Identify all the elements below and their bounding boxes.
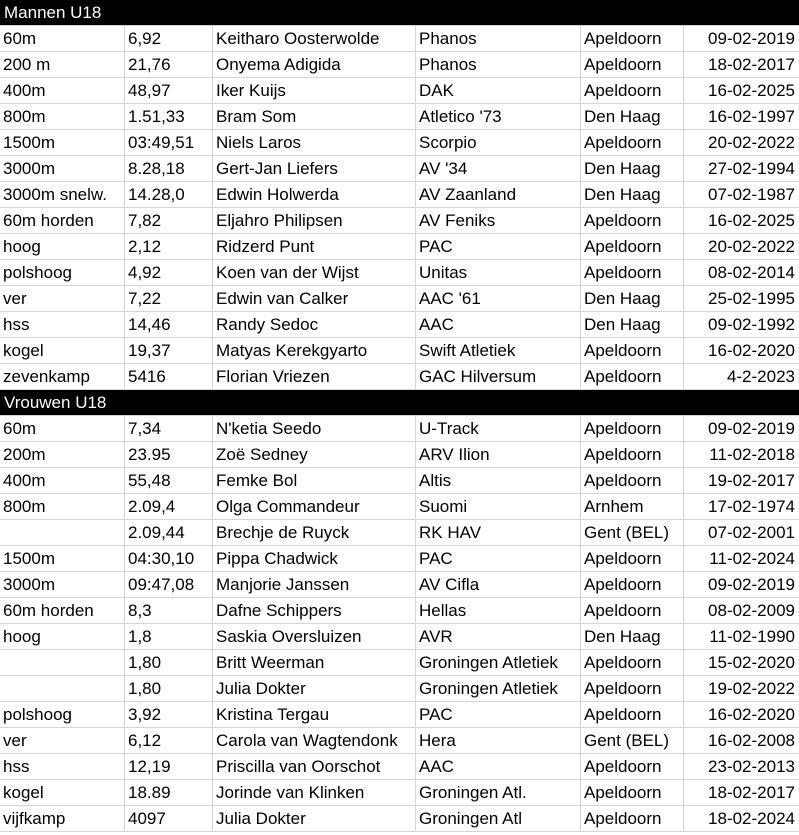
venue-cell[interactable]: Apeldoorn (581, 468, 684, 493)
venue-cell[interactable]: Den Haag (581, 312, 684, 337)
club-cell[interactable]: Groningen Atletiek (416, 676, 581, 701)
table-row[interactable] (0, 130, 799, 156)
athlete-cell[interactable]: Eljahro Philipsen (213, 208, 416, 233)
table-row[interactable] (0, 26, 799, 52)
result-cell[interactable]: 18.89 (125, 780, 213, 805)
athlete-cell[interactable]: Keitharo Oosterwolde (213, 26, 416, 51)
date-cell[interactable]: 4-2-2023 (726, 367, 795, 386)
result-cell[interactable]: 14,46 (125, 312, 213, 337)
athlete-cell[interactable]: Femke Bol (213, 468, 416, 493)
result-cell[interactable]: 7,34 (125, 416, 213, 441)
table-row[interactable] (0, 754, 799, 780)
date-cell[interactable]: 09-02-2019 (708, 29, 795, 48)
result-cell[interactable]: 21,76 (125, 52, 213, 77)
athlete-cell[interactable]: Priscilla van Oorschot (213, 754, 416, 779)
table-row[interactable] (0, 546, 799, 572)
event-cell[interactable]: 400m (0, 78, 125, 103)
result-cell[interactable]: 3,92 (125, 702, 213, 727)
venue-cell[interactable]: Gent (BEL) (581, 520, 684, 545)
athlete-cell[interactable]: Jorinde van Klinken (213, 780, 416, 805)
result-cell[interactable]: 1,8 (125, 624, 213, 649)
date-cell[interactable]: 11-02-2024 (709, 549, 795, 568)
event-cell[interactable]: hss (0, 312, 125, 337)
venue-cell[interactable]: Apeldoorn (581, 338, 684, 363)
athlete-cell[interactable]: Carola van Wagtendonk (213, 728, 416, 753)
event-cell[interactable]: 3000m snelw. (0, 182, 125, 207)
athlete-cell[interactable]: Matyas Kerekgyarto (213, 338, 416, 363)
event-cell[interactable]: ver (0, 286, 125, 311)
event-cell[interactable]: hoog (0, 234, 125, 259)
event-cell[interactable]: 3000m (0, 156, 125, 181)
club-cell[interactable]: AVR (416, 624, 581, 649)
table-row[interactable] (0, 520, 799, 546)
result-cell[interactable]: 4,92 (125, 260, 213, 285)
club-cell[interactable]: Altis (416, 468, 581, 493)
date-cell[interactable]: 19-02-2022 (708, 679, 795, 698)
venue-cell[interactable]: Gent (BEL) (581, 728, 684, 753)
table-row[interactable] (0, 416, 799, 442)
table-row[interactable] (0, 234, 799, 260)
club-cell[interactable]: Groningen Atl (416, 806, 581, 831)
athlete-cell[interactable]: Julia Dokter (213, 806, 416, 831)
event-cell[interactable] (0, 650, 125, 675)
venue-cell[interactable]: Apeldoorn (581, 650, 684, 675)
table-row[interactable] (0, 260, 799, 286)
table-row[interactable] (0, 728, 799, 754)
athlete-cell[interactable]: Iker Kuijs (213, 78, 416, 103)
event-cell[interactable]: 60m horden (0, 208, 125, 233)
athlete-cell[interactable]: Pippa Chadwick (213, 546, 416, 571)
result-cell[interactable]: 14.28,0 (125, 182, 213, 207)
date-cell[interactable]: 20-02-2022 (708, 237, 795, 256)
date-cell[interactable]: 16-02-2025 (708, 211, 795, 230)
result-cell[interactable]: 04:30,10 (125, 546, 213, 571)
athlete-cell[interactable]: Niels Laros (213, 130, 416, 155)
result-cell[interactable]: 2.09,4 (125, 494, 213, 519)
venue-cell[interactable]: Den Haag (581, 624, 684, 649)
club-cell[interactable]: AAC '61 (416, 286, 581, 311)
venue-cell[interactable]: Apeldoorn (581, 572, 684, 597)
event-cell[interactable]: vijfkamp (0, 806, 125, 831)
date-cell[interactable]: 08-02-2009 (708, 601, 795, 620)
venue-cell[interactable]: Apeldoorn (581, 546, 684, 571)
club-cell[interactable]: GAC Hilversum (416, 364, 581, 389)
athlete-cell[interactable]: Gert-Jan Liefers (213, 156, 416, 181)
event-cell[interactable]: kogel (0, 338, 125, 363)
athlete-cell[interactable]: Koen van der Wijst (213, 260, 416, 285)
venue-cell[interactable]: Apeldoorn (581, 364, 684, 389)
date-cell[interactable]: 09-02-1992 (708, 315, 795, 334)
club-cell[interactable]: Swift Atletiek (416, 338, 581, 363)
athlete-cell[interactable]: Brechje de Ruyck (213, 520, 416, 545)
venue-cell[interactable]: Den Haag (581, 286, 684, 311)
table-row[interactable] (0, 442, 799, 468)
result-cell[interactable]: 2.09,44 (125, 520, 213, 545)
result-cell[interactable]: 6,92 (125, 26, 213, 51)
date-cell[interactable]: 16-02-2008 (708, 731, 795, 750)
result-cell[interactable]: 48,97 (125, 78, 213, 103)
club-cell[interactable]: Hera (416, 728, 581, 753)
date-cell[interactable]: 16-02-2025 (708, 81, 795, 100)
date-cell[interactable]: 18-02-2024 (708, 809, 795, 828)
date-cell[interactable]: 19-02-2017 (708, 471, 795, 490)
date-cell[interactable]: 23-02-2013 (708, 757, 795, 776)
club-cell[interactable]: Phanos (416, 26, 581, 51)
club-cell[interactable]: Suomi (416, 494, 581, 519)
table-row[interactable] (0, 78, 799, 104)
date-cell[interactable]: 16-02-1997 (708, 107, 795, 126)
venue-cell[interactable]: Apeldoorn (581, 78, 684, 103)
athlete-cell[interactable]: Saskia Oversluizen (213, 624, 416, 649)
table-row[interactable] (0, 104, 799, 130)
table-row[interactable] (0, 494, 799, 520)
athlete-cell[interactable]: Dafne Schippers (213, 598, 416, 623)
table-row[interactable] (0, 806, 799, 832)
venue-cell[interactable]: Apeldoorn (581, 442, 684, 467)
date-cell[interactable]: 20-02-2022 (708, 133, 795, 152)
club-cell[interactable]: Scorpio (416, 130, 581, 155)
result-cell[interactable]: 8,3 (125, 598, 213, 623)
result-cell[interactable]: 7,22 (125, 286, 213, 311)
records-table-vrouwen (0, 416, 799, 832)
athlete-cell[interactable]: Florian Vriezen (213, 364, 416, 389)
event-cell[interactable] (0, 520, 125, 545)
event-cell[interactable]: 800m (0, 494, 125, 519)
club-cell[interactable]: AAC (416, 312, 581, 337)
table-row[interactable] (0, 624, 799, 650)
athlete-cell[interactable]: N'ketia Seedo (213, 416, 416, 441)
result-cell[interactable]: 5416 (125, 364, 213, 389)
club-cell[interactable]: PAC (416, 234, 581, 259)
table-row[interactable] (0, 572, 799, 598)
section-vrouwen-u18 (0, 390, 799, 832)
club-cell[interactable]: AV '34 (416, 156, 581, 181)
result-cell[interactable]: 4097 (125, 806, 213, 831)
section-header[interactable]: Vrouwen U18 (0, 390, 799, 416)
date-cell[interactable]: 07-02-1987 (708, 185, 795, 204)
table-row[interactable] (0, 338, 799, 364)
date-cell[interactable]: 09-02-2019 (708, 419, 795, 438)
event-cell[interactable]: 200 m (0, 52, 125, 77)
athlete-cell[interactable]: Britt Weerman (213, 650, 416, 675)
section-mannen-u18 (0, 0, 799, 390)
club-cell[interactable]: PAC (416, 702, 581, 727)
table-row[interactable] (0, 52, 799, 78)
event-cell[interactable]: zevenkamp (0, 364, 125, 389)
result-cell[interactable]: 1,80 (125, 650, 213, 675)
club-cell[interactable]: AV Cifla (416, 572, 581, 597)
event-cell[interactable]: 60m (0, 416, 125, 441)
athlete-cell[interactable]: Olga Commandeur (213, 494, 416, 519)
table-row[interactable] (0, 702, 799, 728)
result-cell[interactable]: 1.51,33 (125, 104, 213, 129)
result-cell[interactable]: 6,12 (125, 728, 213, 753)
athlete-cell[interactable]: Edwin Holwerda (213, 182, 416, 207)
club-cell[interactable]: ARV Ilion (416, 442, 581, 467)
venue-cell[interactable]: Apeldoorn (581, 208, 684, 233)
result-cell[interactable]: 8.28,18 (125, 156, 213, 181)
club-cell[interactable]: AV Zaanland (416, 182, 581, 207)
date-cell[interactable]: 08-02-2014 (708, 263, 795, 282)
venue-cell[interactable]: Apeldoorn (581, 754, 684, 779)
event-cell[interactable]: ver (0, 728, 125, 753)
event-cell[interactable]: 400m (0, 468, 125, 493)
club-cell[interactable]: U-Track (416, 416, 581, 441)
venue-cell[interactable]: Apeldoorn (581, 416, 684, 441)
date-cell[interactable]: 16-02-2020 (708, 705, 795, 724)
athlete-cell[interactable]: Julia Dokter (213, 676, 416, 701)
table-row[interactable] (0, 650, 799, 676)
event-cell[interactable]: hss (0, 754, 125, 779)
result-cell[interactable]: 7,82 (125, 208, 213, 233)
venue-cell[interactable]: Apeldoorn (581, 26, 684, 51)
event-cell[interactable]: 3000m (0, 572, 125, 597)
athlete-cell[interactable]: Randy Sedoc (213, 312, 416, 337)
date-cell[interactable]: 07-02-2001 (708, 523, 795, 542)
club-cell[interactable]: Atletico '73 (416, 104, 581, 129)
section-header[interactable]: Mannen U18 (0, 0, 799, 26)
table-row[interactable] (0, 780, 799, 806)
athlete-cell[interactable]: Bram Som (213, 104, 416, 129)
date-cell[interactable]: 17-02-1974 (708, 497, 795, 516)
event-cell[interactable]: kogel (0, 780, 125, 805)
club-cell[interactable]: Unitas (416, 260, 581, 285)
venue-cell[interactable]: Arnhem (581, 494, 684, 519)
result-cell[interactable]: 55,48 (125, 468, 213, 493)
athlete-cell[interactable]: Kristina Tergau (213, 702, 416, 727)
venue-cell[interactable]: Apeldoorn (581, 806, 684, 831)
table-row[interactable] (0, 182, 799, 208)
event-cell[interactable]: 60m (0, 26, 125, 51)
venue-cell[interactable]: Apeldoorn (581, 234, 684, 259)
result-cell[interactable]: 12,19 (125, 754, 213, 779)
date-cell[interactable]: 27-02-1994 (708, 159, 795, 178)
table-row[interactable] (0, 364, 799, 390)
table-row[interactable] (0, 676, 799, 702)
result-cell[interactable]: 19,37 (125, 338, 213, 363)
date-cell[interactable]: 18-02-2017 (708, 783, 795, 802)
athlete-cell[interactable]: Ridzerd Punt (213, 234, 416, 259)
table-row[interactable] (0, 156, 799, 182)
table-row[interactable] (0, 286, 799, 312)
club-cell[interactable]: AV Feniks (416, 208, 581, 233)
club-cell[interactable]: Hellas (416, 598, 581, 623)
result-cell[interactable]: 23.95 (125, 442, 213, 467)
venue-cell[interactable]: Den Haag (581, 104, 684, 129)
athlete-cell[interactable]: Zoë Sedney (213, 442, 416, 467)
venue-cell[interactable]: Apeldoorn (581, 780, 684, 805)
date-cell[interactable]: 09-02-2019 (708, 575, 795, 594)
records-table-mannen (0, 26, 799, 390)
club-cell[interactable]: Phanos (416, 52, 581, 77)
venue-cell[interactable]: Den Haag (581, 182, 684, 207)
event-cell[interactable]: 800m (0, 104, 125, 129)
athlete-cell[interactable]: Manjorie Janssen (213, 572, 416, 597)
venue-cell[interactable]: Apeldoorn (581, 702, 684, 727)
table-row[interactable] (0, 312, 799, 338)
club-cell[interactable]: Groningen Atletiek (416, 650, 581, 675)
date-cell[interactable]: 16-02-2020 (708, 341, 795, 360)
table-row[interactable] (0, 598, 799, 624)
event-cell[interactable]: 1500m (0, 130, 125, 155)
club-cell[interactable]: RK HAV (416, 520, 581, 545)
date-cell[interactable]: 18-02-2017 (708, 55, 795, 74)
club-cell[interactable]: PAC (416, 546, 581, 571)
event-cell[interactable]: 200m (0, 442, 125, 467)
venue-cell[interactable]: Apeldoorn (581, 260, 684, 285)
date-cell[interactable]: 11-02-1990 (709, 627, 795, 646)
event-cell[interactable]: hoog (0, 624, 125, 649)
result-cell[interactable]: 1,80 (125, 676, 213, 701)
venue-cell[interactable]: Apeldoorn (581, 598, 684, 623)
venue-cell[interactable]: Apeldoorn (581, 130, 684, 155)
event-cell[interactable]: 60m horden (0, 598, 125, 623)
athlete-cell[interactable]: Edwin van Calker (213, 286, 416, 311)
date-cell[interactable]: 11-02-2018 (709, 445, 795, 464)
event-cell[interactable] (0, 676, 125, 701)
club-cell[interactable]: Groningen Atl. (416, 780, 581, 805)
venue-cell[interactable]: Apeldoorn (581, 676, 684, 701)
club-cell[interactable]: DAK (416, 78, 581, 103)
club-cell[interactable]: AAC (416, 754, 581, 779)
result-cell[interactable]: 2,12 (125, 234, 213, 259)
date-cell[interactable]: 25-02-1995 (708, 289, 795, 308)
venue-cell[interactable]: Apeldoorn (581, 52, 684, 77)
result-cell[interactable]: 09:47,08 (125, 572, 213, 597)
date-cell[interactable]: 15-02-2020 (708, 653, 795, 672)
event-cell[interactable]: 1500m (0, 546, 125, 571)
table-row[interactable] (0, 468, 799, 494)
athlete-cell[interactable]: Onyema Adigida (213, 52, 416, 77)
event-cell[interactable]: polshoog (0, 260, 125, 285)
table-row[interactable] (0, 208, 799, 234)
event-cell[interactable]: polshoog (0, 702, 125, 727)
result-cell[interactable]: 03:49,51 (125, 130, 213, 155)
venue-cell[interactable]: Den Haag (581, 156, 684, 181)
